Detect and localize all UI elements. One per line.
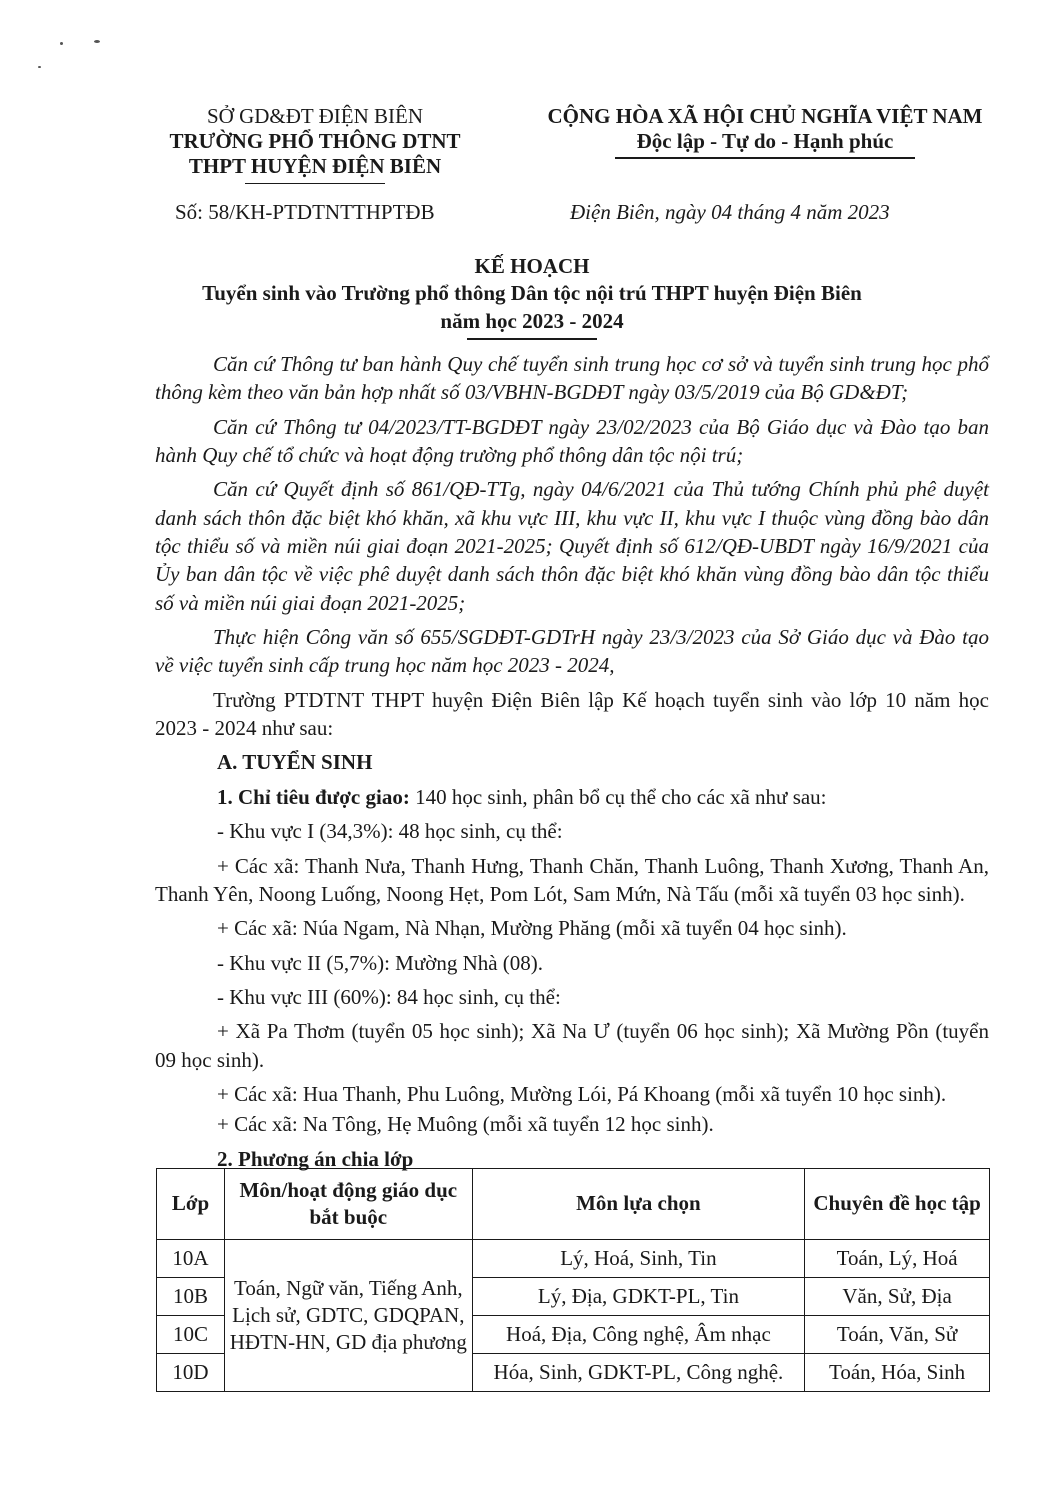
document-subtitle-1: Tuyển sinh vào Trường phổ thông Dân tộc nội trú THPT huyện Điện Biên	[202, 281, 862, 305]
region-line: - Khu vực III (60%): 84 học sinh, cụ thể:	[217, 984, 561, 1009]
org-line-3: THPT HUYỆN ĐIỆN BIÊN	[188, 154, 442, 179]
commune-line: + Các xã: Thanh Nưa, Thanh Hưng, Thanh Chăn, Thanh Luông, Thanh Xương, Thanh An, Thanh Yên, Noong Luống, Noong Hẹt, Pom Lót, Sam Mứn, Nà Tấu (mỗi xã tuyển 03 học sinh).	[155, 853, 989, 906]
motto-underline	[615, 157, 915, 159]
preamble-1: Căn cứ Thông tư ban hành Quy chế tuyển sinh trung học cơ sở và tuyển sinh trung học phổ thông kèm theo văn bản hợp nhất số 03/VBHN-BGDĐT ngày 03/5/2019 của Bộ GD&ĐT;	[155, 352, 989, 405]
commune-line: + Các xã: Núa Ngam, Nà Nhạn, Mường Phăng (mỗi xã tuyển 04 học sinh).	[217, 916, 847, 941]
document-subtitle-2: năm học 2023 - 2024	[440, 309, 624, 333]
class-plan-heading: 2. Phương án chia lớp	[217, 1146, 414, 1171]
class-cell: 10D	[157, 1354, 225, 1392]
scan-speck	[38, 66, 41, 68]
nation-line-1: CỘNG HÒA XÃ HỘI CHỦ NGHĨA VIỆT NAM	[547, 104, 983, 128]
header-topics: Chuyên đề học tập	[805, 1169, 990, 1240]
topics-cell: Toán, Hóa, Sinh	[805, 1354, 990, 1392]
quota-paragraph	[155, 783, 989, 811]
document-body	[155, 350, 989, 1179]
org-line-1: SỞ GD&ĐT ĐIỆN BIÊN	[206, 104, 424, 128]
org-line-2: TRƯỜNG PHỔ THÔNG DTNT	[169, 129, 461, 154]
commune-line: + Các xã: Hua Thanh, Phu Luông, Mường Lói, Pá Khoang (mỗi xã tuyển 10 học sinh).	[217, 1081, 947, 1106]
class-cell: 10C	[157, 1316, 225, 1354]
section-a-heading: A. TUYỂN SINH	[217, 750, 373, 775]
electives-cell: Hoá, Địa, Công nghệ, Âm nhạc	[472, 1316, 805, 1354]
table-row	[157, 1240, 990, 1278]
document-title: KẾ HOẠCH	[474, 254, 590, 278]
preamble-4: Thực hiện Công văn số 655/SGDĐT-GDTrH ngày 23/3/2023 của Sở Giáo dục và Đào tạo về việc tuyển sinh cấp trung học năm học 2023 - 2024,	[155, 625, 989, 678]
intro-paragraph: Trường PTDTNT THPT huyện Điện Biên lập Kế hoạch tuyển sinh vào lớp 10 năm học 2023 - 2024 như sau:	[155, 687, 989, 741]
electives-cell: Lý, Địa, GDKT-PL, Tin	[472, 1278, 805, 1316]
class-plan-table	[156, 1168, 990, 1392]
region-line: - Khu vực I (34,3%): 48 học sinh, cụ thể:	[217, 819, 563, 844]
commune-line: + Xã Pa Thơm (tuyển 05 học sinh); Xã Na Ư (tuyển 06 học sinh); Xã Mường Pồn (tuyển 09 học sinh).	[155, 1019, 989, 1072]
class-cell: 10B	[157, 1278, 225, 1316]
topics-cell: Toán, Văn, Sử	[805, 1316, 990, 1354]
issuing-authority	[150, 104, 480, 184]
topics-cell: Văn, Sử, Địa	[805, 1278, 990, 1316]
class-cell: 10A	[157, 1240, 225, 1278]
compulsory-subjects-cell: Toán, Ngữ văn, Tiếng Anh, Lịch sử, GDTC, GDQPAN, HĐTN-HN, GD địa phương	[224, 1240, 472, 1392]
document-date: Điện Biên, ngày 04 tháng 4 năm 2023	[570, 200, 890, 224]
quota-label: 1. Chỉ tiêu được giao:	[217, 784, 410, 809]
electives-cell: Lý, Hoá, Sinh, Tin	[472, 1240, 805, 1278]
header-electives: Môn lựa chọn	[472, 1169, 805, 1240]
header-underline	[245, 183, 385, 185]
national-motto	[545, 104, 985, 159]
region-line: - Khu vực II (5,7%): Mường Nhà (08).	[217, 950, 544, 975]
header-class: Lớp	[157, 1169, 225, 1240]
table-header-row	[157, 1169, 990, 1240]
scan-speck	[94, 40, 100, 43]
title-underline	[467, 338, 597, 340]
scan-speck	[60, 42, 63, 45]
header-compulsory: Môn/hoạt động giáo dục bắt buộc	[224, 1169, 472, 1240]
preamble-3: Căn cứ Quyết định số 861/QĐ-TTg, ngày 04/6/2021 của Thủ tướng Chính phủ phê duyệt danh sách thôn đặc biệt khó khăn, xã khu vực III, khu vực II, khu vực I thuộc vùng đồng bào dân tộc thiểu số và miền núi giai đoạn 2021-2025; Quyết định số 612/QĐ-UBDT ngày 16/9/2021 của Ủy ban dân tộc về việc phê duyệt danh sách thôn đặc biệt khó khăn vùng đồng bào dân tộc thiểu số và miền núi giai đoạn 2021-2025;	[155, 477, 989, 615]
nation-line-2: Độc lập - Tự do - Hạnh phúc	[636, 129, 894, 154]
quota-text: 140 học sinh, phân bổ cụ thể cho các xã như sau:	[409, 784, 827, 809]
document-number: Số: 58/KH-PTDTNTTHPTĐB	[175, 200, 435, 224]
preamble-2: Căn cứ Thông tư 04/2023/TT-BGDĐT ngày 23/02/2023 của Bộ Giáo dục và Đào tạo ban hành Quy chế tổ chức và hoạt động trường phổ thông dân tộc nội trú;	[155, 414, 989, 468]
electives-cell: Hóa, Sinh, GDKT-PL, Công nghệ.	[472, 1354, 805, 1392]
topics-cell: Toán, Lý, Hoá	[805, 1240, 990, 1278]
commune-line: + Các xã: Na Tông, Hẹ Muông (mỗi xã tuyển 12 học sinh).	[217, 1112, 714, 1137]
